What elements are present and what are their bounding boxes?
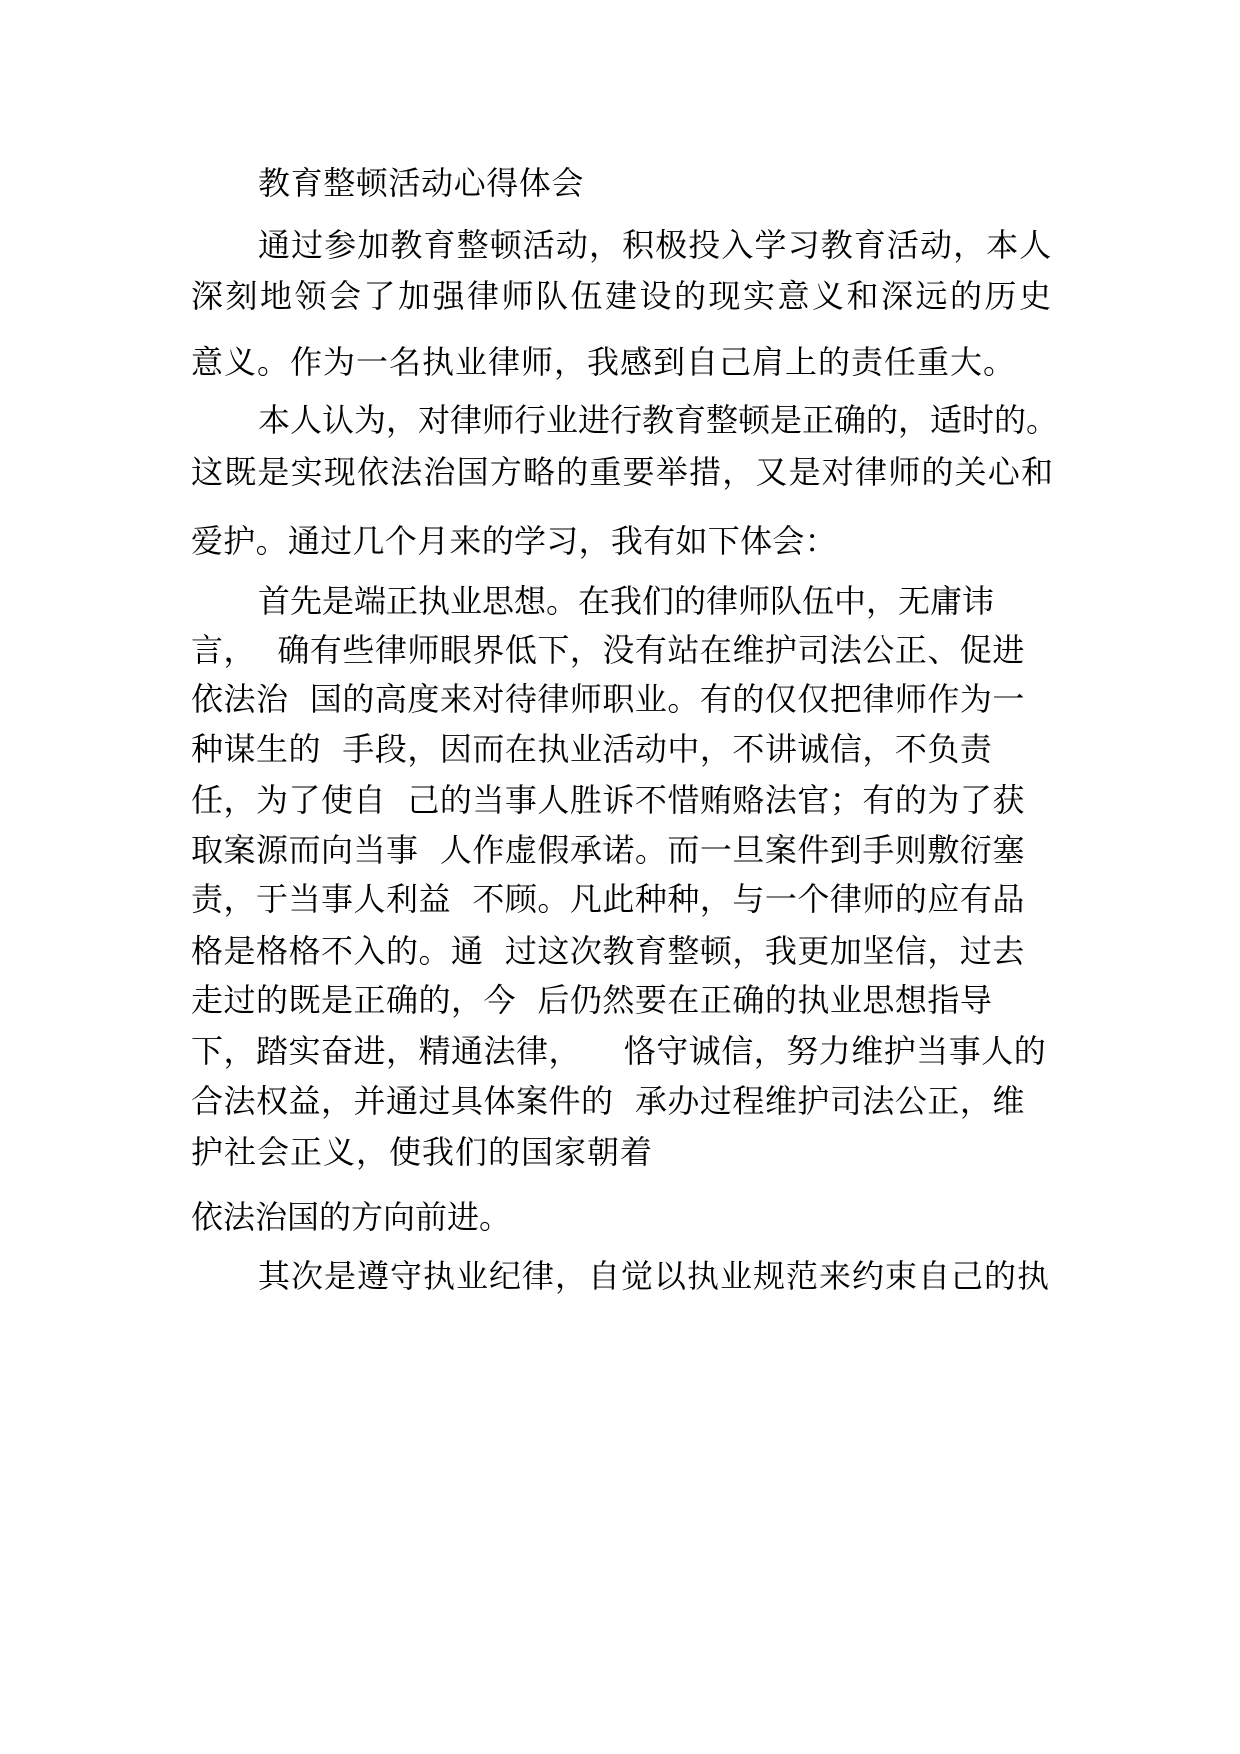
text-line: 责，于当事人利益 不顾。凡此种种，与一个律师的应有品 <box>191 880 1025 918</box>
text-line: 首先是端正执业思想。在我们的律师队伍中，无庸讳 <box>258 582 995 620</box>
text-line: 其次是遵守执业纪律，自觉以执业规范来约束自己的执 <box>258 1257 1051 1295</box>
text-line: 通过参加教育整顿活动，积极投入学习教育活动，本人 <box>258 226 1053 264</box>
document-title: 教育整顿活动心得体会 <box>258 164 585 202</box>
text-line: 意义。作为一名执业律师，我感到自己肩上的责任重大。 <box>191 343 1017 381</box>
text-line: 这既是实现依法治国方略的重要举措，又是对律师的关心和 <box>191 453 1055 491</box>
text-line: 取案源而向当事 人作虚假承诺。而一旦案件到手则敷衍塞 <box>191 831 1025 869</box>
text-line: 种谋生的 手段，因而在执业活动中，不讲诚信，不负责 <box>191 730 993 768</box>
text-line: 护社会正义，使我们的国家朝着 <box>191 1133 654 1171</box>
text-line: 爱护。通过几个月来的学习，我有如下体会： <box>191 522 838 560</box>
text-line: 依法治国的方向前进。 <box>191 1198 512 1236</box>
text-line: 深刻地领会了加强律师队伍建设的现实意义和深远的历史 <box>191 277 1054 315</box>
text-line: 言， 确有些律师眼界低下，没有站在维护司法公正、促进 <box>191 631 1025 669</box>
text-line: 下，踏实奋进，精通法律， 恪守诚信，努力维护当事人的 <box>191 1032 1047 1070</box>
text-line: 走过的既是正确的，今 后仍然要在正确的执业思想指导 <box>191 981 993 1019</box>
text-line: 合法权益，并通过具体案件的 承办过程维护司法公正，维 <box>191 1082 1025 1120</box>
text-line: 任，为了使自 己的当事人胜诉不惜贿赂法官；有的为了获 <box>191 781 1025 819</box>
text-line: 本人认为，对律师行业进行教育整顿是正确的，适时的。 <box>258 401 1059 439</box>
text-line: 格是格格不入的。通 过这次教育整顿，我更加坚信，过去 <box>191 932 1025 970</box>
text-line: 依法治 国的高度来对待律师职业。有的仅仅把律师作为一 <box>191 680 1025 718</box>
